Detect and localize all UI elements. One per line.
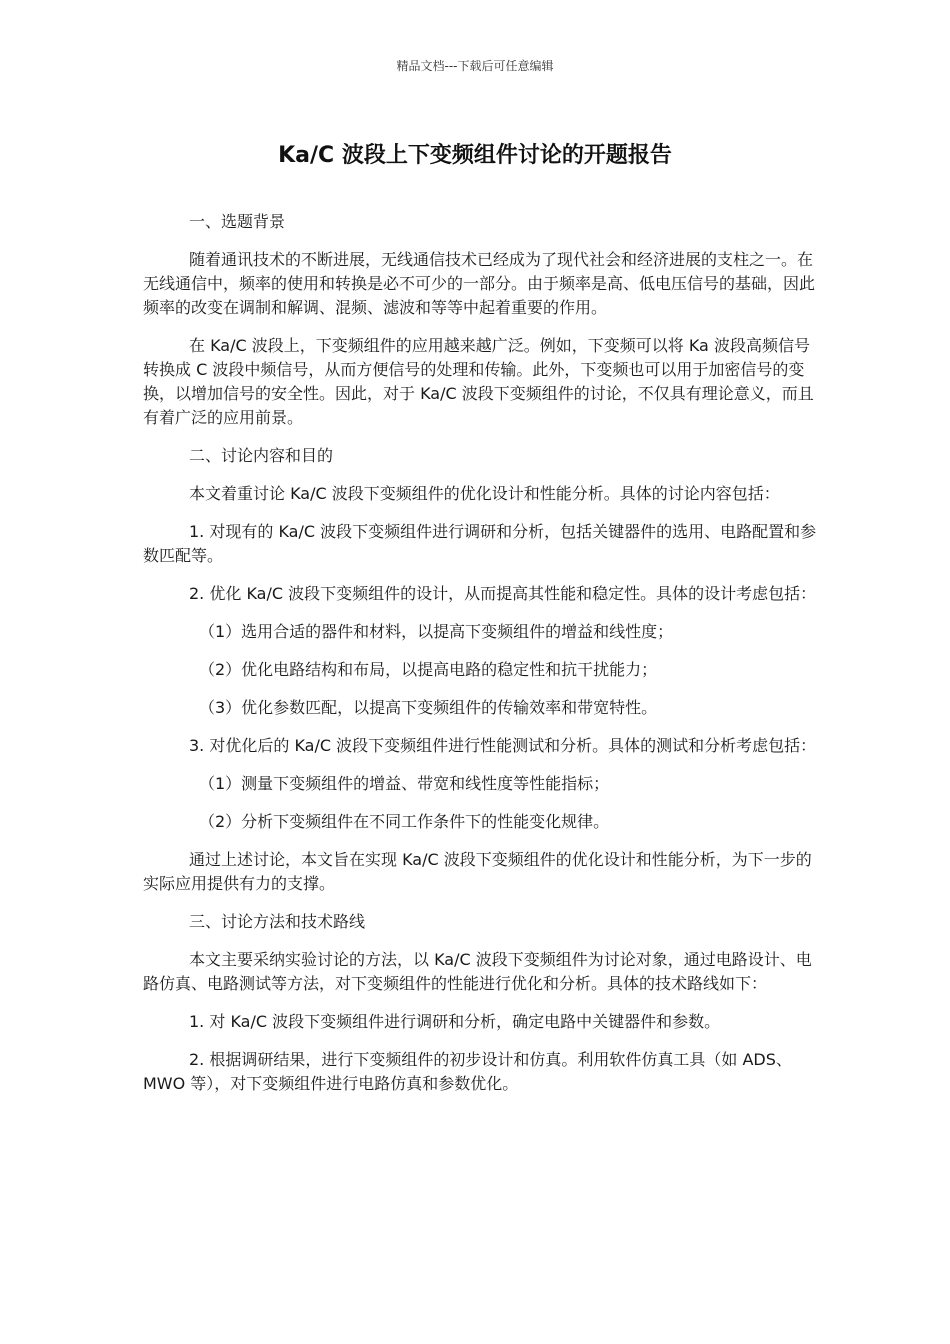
sub-list-item: （2）分析下变频组件在不同工作条件下的性能变化规律。: [199, 812, 610, 831]
document-title: Ka/C 波段上下变频组件讨论的开题报告: [278, 143, 672, 168]
section-heading-content: 二、讨论内容和目的: [189, 446, 334, 465]
document-body: [143, 210, 818, 1110]
section-heading-method: 三、讨论方法和技术路线: [189, 912, 366, 931]
paragraph: 随着通讯技术的不断进展，无线通信技术已经成为了现代社会和经济进展的支柱之一。在无线通信中，频率的使用和转换是必不可少的一部分。由于频率是高、低电压信号的基础，因此频率的改变在调制和解调、混频、滤波和等等中起着重要的作用。: [143, 250, 816, 317]
paragraph: 本文着重讨论 Ka/C 波段下变频组件的优化设计和性能分析。具体的讨论内容包括：: [189, 484, 780, 503]
list-item: 2. 根据调研结果，进行下变频组件的初步设计和仿真。利用软件仿真工具（如 ADS、MWO 等），对下变频组件进行电路仿真和参数优化。: [143, 1050, 792, 1093]
paragraph: 本文主要采纳实验讨论的方法，以 Ka/C 波段下变频组件为讨论对象，通过电路设计、电路仿真、电路测试等方法，对下变频组件的性能进行优化和分析。具体的技术路线如下：: [143, 950, 812, 993]
sub-list-item: （2）优化电路结构和布局，以提高电路的稳定性和抗干扰能力；: [199, 660, 658, 679]
list-item: 1. 对 Ka/C 波段下变频组件进行调研和分析，确定电路中关键器件和参数。: [189, 1012, 721, 1031]
section-heading-background: 一、选题背景: [189, 212, 286, 231]
paragraph: 在 Ka/C 波段上，下变频组件的应用越来越广泛。例如，下变频可以将 Ka 波段高频信号转换成 C 波段中频信号，从而方便信号的处理和传输。此外，下变频也可以用于加密信号的变换，以增加信号的安全性。因此，对于 Ka/C 波段下变频组件的讨论，不仅具有理论意义，而且有着广泛的应用前景。: [143, 336, 814, 427]
list-item: 3. 对优化后的 Ka/C 波段下变频组件进行性能测试和分析。具体的测试和分析考虑包括：: [189, 736, 817, 755]
paragraph: 通过上述讨论，本文旨在实现 Ka/C 波段下变频组件的优化设计和性能分析，为下一步的实际应用提供有力的支撑。: [143, 850, 812, 893]
sub-list-item: （1）测量下变频组件的增益、带宽和线性度等性能指标；: [199, 774, 610, 793]
page-header: 精品文档---下载后可任意编辑: [396, 59, 554, 73]
sub-list-item: （3）优化参数匹配，以提高下变频组件的传输效率和带宽特性。: [199, 698, 658, 717]
sub-list-item: （1）选用合适的器件和材料，以提高下变频组件的增益和线性度；: [199, 622, 674, 641]
list-item: 2. 优化 Ka/C 波段下变频组件的设计，从而提高其性能和稳定性。具体的设计考虑包括：: [189, 584, 817, 603]
list-item: 1. 对现有的 Ka/C 波段下变频组件进行调研和分析，包括关键器件的选用、电路配置和参数匹配等。: [143, 522, 817, 565]
